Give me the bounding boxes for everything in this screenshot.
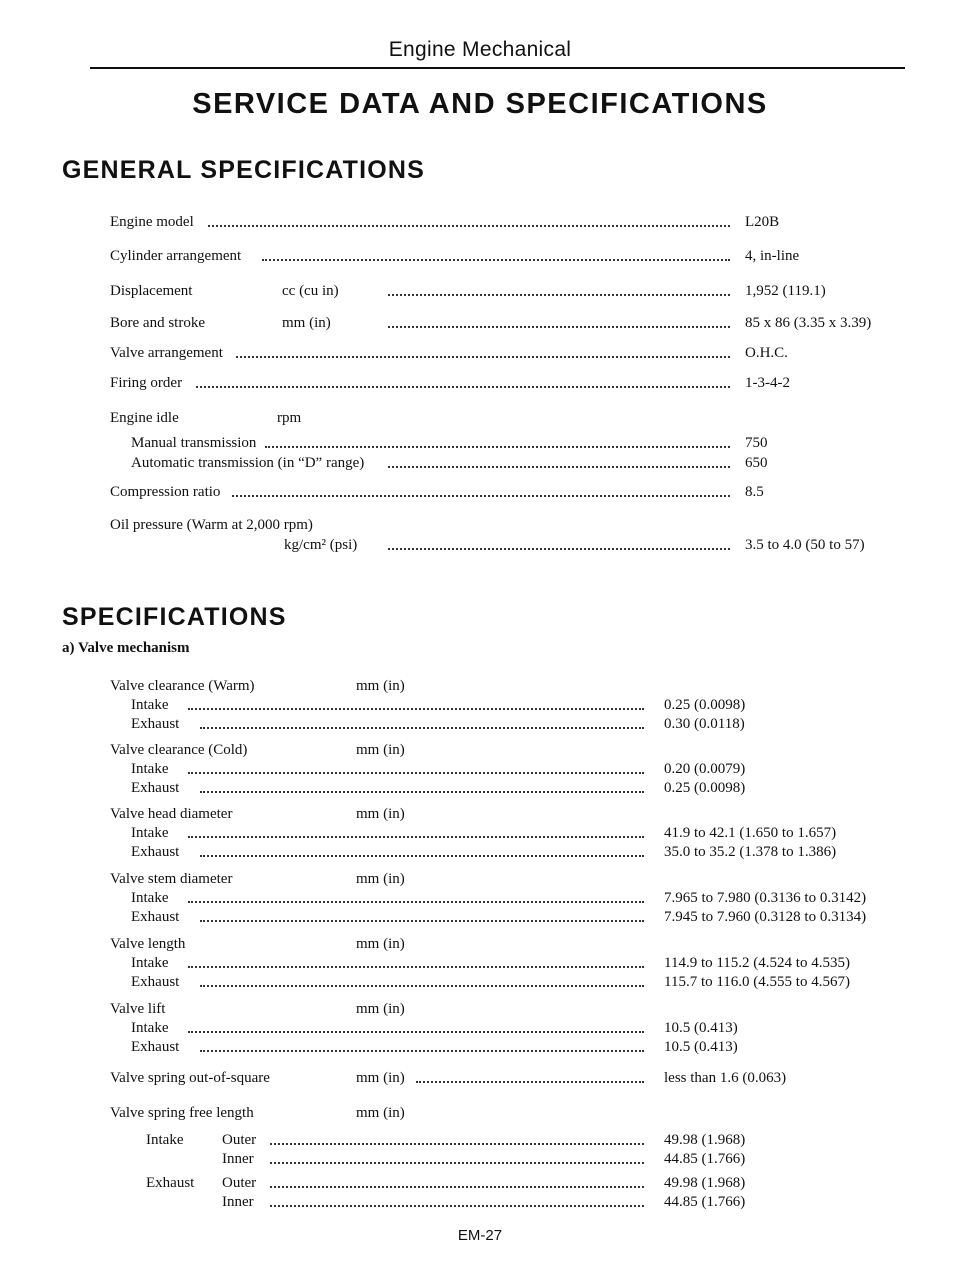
row-label: Bore and stroke	[110, 315, 205, 331]
row-unit: rpm	[277, 410, 302, 426]
spec-row-oil-pressure-value	[0, 535, 960, 555]
row-value: 49.98 (1.968)	[664, 1132, 746, 1148]
row-value: 750	[745, 435, 768, 451]
row-value: 0.30 (0.0118)	[664, 716, 745, 732]
leader-dots	[196, 373, 730, 388]
row-label: Cylinder arrangement	[110, 248, 242, 264]
spec-row-exhaust-outer	[0, 1173, 960, 1193]
leader-dots	[188, 1018, 644, 1033]
row-label: Engine idle	[110, 410, 179, 426]
leader-dots	[236, 343, 730, 358]
leader-dots	[200, 972, 644, 987]
row-unit: mm (in)	[356, 1105, 405, 1121]
leader-dots	[270, 1192, 644, 1207]
group-unit: mm (in)	[356, 806, 405, 822]
spec-row-spring-free-length	[0, 1103, 960, 1123]
leader-dots	[232, 482, 730, 497]
row-label: Exhaust	[146, 1175, 195, 1191]
row-unit: mm (in)	[282, 315, 331, 331]
row-value: less than 1.6 (0.063)	[664, 1070, 787, 1086]
spec-row-cylinder-arrangement	[0, 246, 960, 266]
row-label: Exhaust	[131, 780, 180, 796]
spec-row-intake	[0, 695, 960, 715]
spec-group-clear-warm	[0, 676, 960, 696]
row-label: Engine model	[110, 214, 194, 230]
group-label: Valve head diameter	[110, 806, 233, 822]
leader-dots	[265, 433, 730, 448]
row-label: Manual transmission	[131, 435, 257, 451]
row-label: Valve spring free length	[110, 1105, 254, 1121]
spec-row-intake	[0, 953, 960, 973]
row-sublabel: Outer	[222, 1175, 257, 1191]
group-label: Valve clearance (Cold)	[110, 742, 248, 758]
leader-dots	[200, 778, 644, 793]
row-sublabel: Outer	[222, 1132, 257, 1148]
row-value: 41.9 to 42.1 (1.650 to 1.657)	[664, 825, 837, 841]
row-value: 49.98 (1.968)	[664, 1175, 746, 1191]
spec-row-intake	[0, 759, 960, 779]
group-unit: mm (in)	[356, 936, 405, 952]
spec-group-stem-dia	[0, 869, 960, 889]
leader-dots	[208, 212, 730, 227]
group-unit: mm (in)	[356, 742, 405, 758]
spec-row-intake	[0, 1018, 960, 1038]
leader-dots	[200, 714, 644, 729]
row-value: 0.25 (0.0098)	[664, 697, 746, 713]
spec-group-length	[0, 934, 960, 954]
spec-row-compression-ratio	[0, 482, 960, 502]
spec-row-intake-inner	[0, 1149, 960, 1169]
row-value: 44.85 (1.766)	[664, 1151, 746, 1167]
row-label: Valve arrangement	[110, 345, 223, 361]
row-value: 7.945 to 7.960 (0.3128 to 0.3134)	[664, 909, 867, 925]
spec-row-intake	[0, 823, 960, 843]
leader-dots	[200, 1037, 644, 1052]
spec-row-intake	[0, 888, 960, 908]
spec-row-automatic-transmission	[0, 453, 960, 473]
row-label: Exhaust	[131, 844, 180, 860]
row-label: Intake	[131, 825, 169, 841]
spec-group-clear-cold	[0, 740, 960, 760]
row-value: 1,952 (119.1)	[745, 283, 826, 299]
leader-dots	[262, 246, 730, 261]
specifications-heading: SPECIFICATIONS	[62, 603, 287, 631]
spec-row-engine-model	[0, 212, 960, 232]
spec-row-exhaust	[0, 714, 960, 734]
row-label: Intake	[131, 761, 169, 777]
leader-dots	[270, 1130, 644, 1145]
row-label: Valve spring out-of-square	[110, 1070, 270, 1086]
spec-row-oil-pressure	[0, 515, 960, 535]
page-title: SERVICE DATA AND SPECIFICATIONS	[192, 88, 768, 120]
leader-dots	[188, 823, 644, 838]
row-value: 650	[745, 455, 768, 471]
group-label: Valve length	[110, 936, 186, 952]
row-unit: mm (in)	[356, 1070, 405, 1086]
header-rule	[90, 67, 905, 69]
row-label: Intake	[146, 1132, 184, 1148]
spec-row-engine-idle	[0, 408, 960, 428]
row-label: Intake	[131, 1020, 169, 1036]
spec-row-bore-stroke	[0, 313, 960, 333]
row-label: Oil pressure (Warm at 2,000 rpm)	[110, 517, 313, 533]
spec-row-manual-transmission	[0, 433, 960, 453]
row-label: Exhaust	[131, 1039, 180, 1055]
row-label: Exhaust	[131, 909, 180, 925]
row-unit: cc (cu in)	[282, 283, 339, 299]
spec-row-exhaust	[0, 907, 960, 927]
leader-dots	[388, 281, 730, 296]
row-label: Intake	[131, 697, 169, 713]
leader-dots	[388, 453, 730, 468]
row-value: L20B	[745, 214, 780, 230]
leader-dots	[388, 535, 730, 550]
spec-row-firing-order	[0, 373, 960, 393]
row-label: Intake	[131, 890, 169, 906]
spec-row-spring-out-of-square	[0, 1068, 960, 1088]
page-header: Engine Mechanical	[388, 38, 572, 61]
row-value: 85 x 86 (3.35 x 3.39)	[745, 315, 872, 331]
row-label: Automatic transmission (in “D” range)	[131, 455, 365, 471]
spec-row-exhaust	[0, 972, 960, 992]
spec-row-exhaust	[0, 842, 960, 862]
row-value: 7.965 to 7.980 (0.3136 to 0.3142)	[664, 890, 867, 906]
row-value: 8.5	[745, 484, 764, 500]
row-value: 3.5 to 4.0 (50 to 57)	[745, 537, 865, 553]
leader-dots	[416, 1068, 644, 1083]
group-label: Valve stem diameter	[110, 871, 233, 887]
group-label: Valve lift	[110, 1001, 166, 1017]
spec-row-exhaust	[0, 1037, 960, 1057]
row-value: 1-3-4-2	[745, 375, 790, 391]
row-value: 4, in-line	[745, 248, 800, 264]
row-value: 10.5 (0.413)	[664, 1020, 738, 1036]
group-unit: mm (in)	[356, 678, 405, 694]
row-sublabel: Inner	[222, 1151, 254, 1167]
row-label: Displacement	[110, 283, 193, 299]
row-label: Intake	[131, 955, 169, 971]
page-number: EM-27	[457, 1227, 503, 1244]
row-value: 115.7 to 116.0 (4.555 to 4.567)	[664, 974, 850, 990]
spec-group-head-dia	[0, 804, 960, 824]
leader-dots	[188, 759, 644, 774]
valve-mechanism-subheading: a) Valve mechanism	[62, 640, 190, 656]
row-label: Exhaust	[131, 716, 180, 732]
row-value: 35.0 to 35.2 (1.378 to 1.386)	[664, 844, 837, 860]
spec-row-intake-outer	[0, 1130, 960, 1150]
spec-row-displacement	[0, 281, 960, 301]
spec-group-lift	[0, 999, 960, 1019]
leader-dots	[270, 1173, 644, 1188]
leader-dots	[270, 1149, 644, 1164]
leader-dots	[188, 888, 644, 903]
row-value: 114.9 to 115.2 (4.524 to 4.535)	[664, 955, 850, 971]
spec-row-exhaust	[0, 778, 960, 798]
row-label: Compression ratio	[110, 484, 221, 500]
row-value: 10.5 (0.413)	[664, 1039, 738, 1055]
leader-dots	[200, 907, 644, 922]
row-value: 0.25 (0.0098)	[664, 780, 746, 796]
row-value: O.H.C.	[745, 345, 788, 361]
leader-dots	[188, 953, 644, 968]
general-specifications-heading: GENERAL SPECIFICATIONS	[62, 156, 426, 184]
leader-dots	[200, 842, 644, 857]
row-label: Exhaust	[131, 974, 180, 990]
leader-dots	[188, 695, 644, 710]
row-sublabel: Inner	[222, 1194, 254, 1210]
group-unit: mm (in)	[356, 871, 405, 887]
spec-row-exhaust-inner	[0, 1192, 960, 1212]
group-label: Valve clearance (Warm)	[110, 678, 255, 694]
row-unit: kg/cm² (psi)	[284, 537, 358, 553]
group-unit: mm (in)	[356, 1001, 405, 1017]
leader-dots	[388, 313, 730, 328]
row-value: 44.85 (1.766)	[664, 1194, 746, 1210]
spec-row-valve-arrangement	[0, 343, 960, 363]
row-value: 0.20 (0.0079)	[664, 761, 746, 777]
row-label: Firing order	[110, 375, 183, 391]
